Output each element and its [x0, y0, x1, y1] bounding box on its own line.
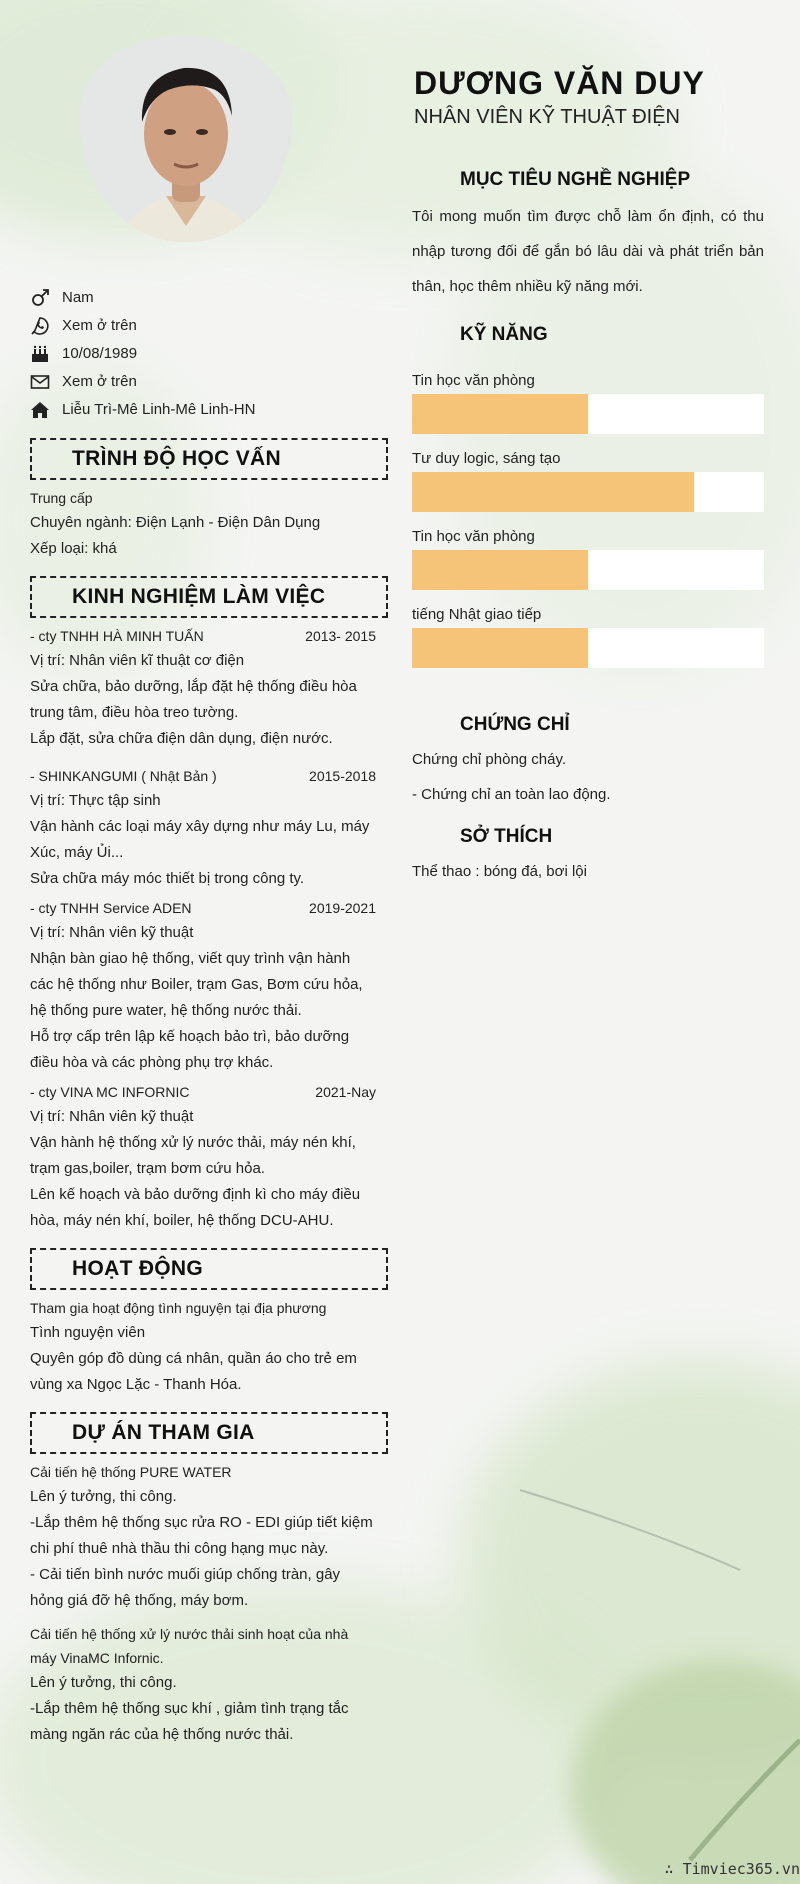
job-line: hệ thống pure water, hệ thống nước thải.: [30, 1002, 302, 1019]
projects-heading: DỰ ÁN THAM GIA: [30, 1412, 388, 1454]
skill-fill: [412, 394, 588, 434]
project-name-cont: máy VinaMC Infornic.: [30, 1650, 164, 1666]
project-line: màng ngăn rác của hệ thống nước thải.: [30, 1726, 294, 1743]
candidate-title: NHÂN VIÊN KỸ THUẬT ĐIỆN: [414, 106, 680, 128]
address-row: [30, 396, 388, 424]
phone-value: Xem ở trên: [62, 317, 137, 334]
project-line: Lên ý tưởng, thi công.: [30, 1674, 177, 1691]
project-line: -Lắp thêm hệ thống sục khí , giảm tình trạng tắc: [30, 1700, 349, 1717]
project-entry: [30, 1460, 388, 1614]
job-company: - cty VINA MC INFORNIC: [30, 1084, 190, 1100]
skill-bar: [412, 550, 764, 590]
skill-item: [412, 604, 764, 668]
job-entry: [30, 764, 388, 892]
job-date: 2021-Nay: [315, 1084, 376, 1100]
certificate-item: Chứng chỉ phòng cháy.: [412, 751, 567, 768]
activity-line: Quyên góp đồ dùng cá nhân, quần áo cho trẻ em: [30, 1350, 357, 1367]
skill-fill: [412, 550, 588, 590]
objective-heading: MỤC TIÊU NGHỀ NGHIỆP: [460, 169, 691, 190]
job-company: - cty TNHH HÀ MINH TUẤN: [30, 628, 204, 644]
certificates-heading: CHỨNG CHỈ: [460, 714, 570, 735]
skill-name: Tin học văn phòng: [412, 372, 535, 389]
job-line: điều hòa và các phòng phụ trợ khác.: [30, 1054, 274, 1071]
job-entry: [30, 624, 388, 752]
gender-icon: [30, 288, 62, 308]
job-line: Lắp đặt, sửa chữa điện dân dụng, điện nước.: [30, 730, 333, 747]
job-line: Vị trí: Thực tập sinh: [30, 792, 161, 809]
watermark: ∴ Timviec365.vn: [664, 1860, 800, 1878]
education-major: Chuyên ngành: Điện Lạnh - Điện Dân Dụng: [30, 514, 321, 531]
gender-value: Nam: [62, 289, 94, 306]
candidate-name: DƯƠNG VĂN DUY: [414, 65, 705, 101]
personal-info: [30, 284, 388, 424]
job-line: Xúc, máy Ủi...: [30, 844, 124, 861]
project-line: -Lắp thêm hệ thống sục rửa RO - EDI giúp tiết kiệm: [30, 1514, 373, 1531]
project-line: chi phí thuê nhà thầu thi công hạng mục này.: [30, 1540, 329, 1557]
project-line: Lên ý tưởng, thi công.: [30, 1488, 177, 1505]
hobbies-heading: SỞ THÍCH: [460, 826, 553, 847]
job-line: Lên kế hoạch và bảo dưỡng định kì cho máy điều: [30, 1186, 361, 1203]
avatar: [80, 36, 292, 242]
job-line: hòa, máy nén khí, boiler, hệ thống DCU-AHU.: [30, 1212, 334, 1229]
birthday-row: [30, 340, 388, 368]
job-company: - cty TNHH Service ADEN: [30, 900, 192, 916]
certificates-list: [412, 742, 764, 812]
email-icon: [30, 372, 62, 392]
skill-bar: [412, 394, 764, 434]
project-line: hỏng giá đỡ hệ thống, máy bơm.: [30, 1592, 249, 1609]
job-entry: [30, 896, 388, 1076]
job-line: Vị trí: Nhân viên kỹ thuật: [30, 1108, 194, 1125]
skill-item: [412, 526, 764, 590]
job-line: Sửa chữa, bảo dưỡng, lắp đặt hệ thống điều hòa: [30, 678, 357, 695]
skills-heading: KỸ NĂNG: [460, 324, 548, 345]
skill-bar: [412, 628, 764, 668]
skill-name: Tin học văn phòng: [412, 528, 535, 545]
job-date: 2013- 2015: [305, 628, 376, 644]
objective-text: Tôi mong muốn tìm được chỗ làm ổn định, có thu nhập tương đối để gắn bó lâu dài và phát triển bản thân, học thêm nhiều kỹ năng mới.: [412, 208, 764, 295]
certificate-item: - Chứng chỉ an toàn lao động.: [412, 786, 611, 803]
right-column: [412, 62, 764, 889]
job-line: Hỗ trợ cấp trên lập kế hoạch bảo trì, bảo dưỡng: [30, 1028, 350, 1045]
job-line: Vận hành hệ thống xử lý nước thải, máy nén khí,: [30, 1134, 356, 1151]
phone-row: [30, 312, 388, 340]
job-line: Nhận bàn giao hệ thống, viết quy trình vận hành: [30, 950, 351, 967]
activity-name: Tham gia hoạt động tình nguyện tại địa phương: [30, 1300, 327, 1316]
email-value: Xem ở trên: [62, 373, 137, 390]
gender-row: [30, 284, 388, 312]
job-line: trung tâm, điều hòa treo tường.: [30, 704, 239, 721]
activity-line: Tình nguyện viên: [30, 1324, 146, 1341]
skill-fill: [412, 472, 694, 512]
job-line: Vị trí: Nhân viên kĩ thuật cơ điện: [30, 652, 245, 669]
project-line: - Cải tiến bình nước muối giúp chống tràn, gây: [30, 1566, 341, 1583]
skill-item: [412, 370, 764, 434]
project-entry: [30, 1622, 388, 1748]
left-column: [30, 284, 388, 1748]
project-name: Cải tiến hệ thống xử lý nước thải sinh hoạt của nhà: [30, 1626, 349, 1642]
experience-heading: KINH NGHIỆM LÀM VIỆC: [30, 576, 388, 618]
job-date: 2015-2018: [309, 768, 376, 784]
skill-name: tiếng Nhật giao tiếp: [412, 606, 542, 623]
job-date: 2019-2021: [309, 900, 376, 916]
job-line: Sửa chữa máy móc thiết bị trong công ty.: [30, 870, 305, 887]
job-company: - SHINKANGUMI ( Nhật Bản ): [30, 768, 217, 784]
education-grade: Xếp loại: khá: [30, 540, 117, 557]
skill-bar: [412, 472, 764, 512]
job-line: các hệ thống như Boiler, trạm Gas, Bơm cứu hỏa,: [30, 976, 363, 993]
birthday-cake-icon: [30, 344, 62, 364]
education-school: Trung cấp: [30, 490, 93, 506]
skills-list: [412, 370, 764, 668]
home-icon: [30, 400, 62, 420]
job-line: Vị trí: Nhân viên kỹ thuật: [30, 924, 194, 941]
job-line: Vận hành các loại máy xây dựng như máy Lu, máy: [30, 818, 370, 835]
hobbies-text: Thể thao : bóng đá, bơi lội: [412, 863, 587, 880]
project-name: Cải tiến hệ thống PURE WATER: [30, 1464, 232, 1480]
education-heading: TRÌNH ĐỘ HỌC VẤN: [30, 438, 388, 480]
activity-line: vùng xa Ngọc Lặc - Thanh Hóa.: [30, 1376, 242, 1393]
skill-fill: [412, 628, 588, 668]
activities-heading: HOẠT ĐỘNG: [30, 1248, 388, 1290]
phone-icon: [30, 316, 62, 336]
job-entry: [30, 1080, 388, 1234]
skill-item: [412, 448, 764, 512]
portrait-photo: [80, 36, 292, 242]
skill-name: Tư duy logic, sáng tạo: [412, 450, 561, 467]
job-line: trạm gas,boiler, trạm bơm cứu hỏa.: [30, 1160, 265, 1177]
address-value: Liễu Trì-Mê Linh-Mê Linh-HN: [62, 401, 256, 418]
email-row: [30, 368, 388, 396]
birthday-value: 10/08/1989: [62, 345, 138, 362]
